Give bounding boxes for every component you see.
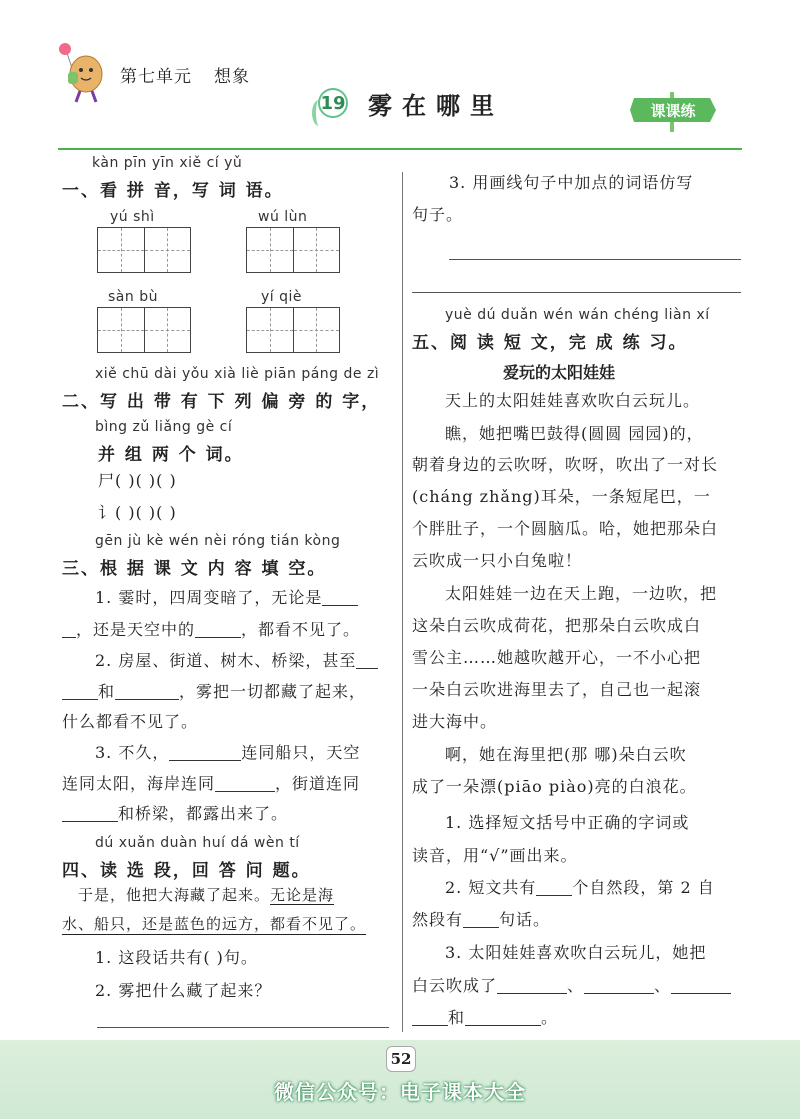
s5-q3-line2: 白云吹成了 、 、 — [412, 978, 731, 994]
s5-q1-line2: 读音，用“√”画出来。 — [412, 846, 578, 865]
sign-label: 课课练 — [650, 102, 696, 120]
blank[interactable] — [671, 978, 731, 994]
s3-q2-line2: 和 ，雾把一切都藏了起来， — [62, 684, 366, 700]
blank[interactable] — [356, 653, 378, 669]
story-line: 个胖肚子，一个圆脑瓜。哈，她把那朵白 — [412, 519, 719, 538]
s3-q1-line2: ，还是天空中的 ，都看不见了。 — [62, 622, 360, 638]
s5-q1-line1: 1. 选择短文括号中正确的字词或 — [445, 813, 690, 832]
sign-icon — [630, 92, 716, 132]
blank[interactable] — [322, 590, 358, 606]
story-line: 一朵白云吹进海里去了，自己也一起滚 — [412, 680, 702, 699]
s2-title1: 二、写 出 带 有 下 列 偏 旁 的 字， — [62, 392, 381, 412]
s3-q2-line1: 2. 房屋、街道、树木、桥梁，甚至 — [95, 653, 378, 669]
story-line: 天上的太阳娃娃喜欢吹白云玩儿。 — [445, 391, 701, 410]
s5-pinyin: yuè dú duǎn wén wán chéng liàn xí — [445, 307, 710, 323]
story-line: 瞧，她把嘴巴鼓得(圆圆 园园)的， — [445, 424, 704, 443]
s3-q3-line2: 连同太阳，海岸连同 ，街道连同 — [62, 774, 361, 793]
story-line: 成了一朵漂(piāo piào)亮的白浪花。 — [412, 777, 697, 796]
story-line: 进大海中。 — [412, 712, 498, 731]
blank[interactable] — [195, 622, 241, 638]
s5-title: 五、阅 读 短 文，完 成 练 习。 — [412, 333, 688, 353]
s2-row1: 尸( )( )( ) — [98, 471, 177, 490]
blank[interactable] — [536, 880, 572, 896]
blank[interactable] — [115, 684, 179, 700]
story-line: 朝着身边的云吹呀，吹呀，吹出了一对长 — [412, 455, 719, 474]
blank[interactable] — [412, 1010, 448, 1026]
answer-line[interactable] — [97, 1027, 389, 1028]
blank[interactable] — [62, 806, 118, 822]
page-number: 52 — [386, 1046, 416, 1072]
s2-pinyin1: xiě chū dài yǒu xià liè piān páng de zì — [95, 366, 380, 382]
s1-item4-boxes[interactable] — [246, 307, 340, 353]
blank[interactable] — [465, 1010, 541, 1026]
s1-item1-pinyin: yú shì — [110, 209, 155, 225]
s1-item4-pinyin: yí qiè — [261, 289, 303, 305]
s1-pinyin: kàn pīn yīn xiě cí yǔ — [92, 155, 243, 171]
s3-title: 三、根 据 课 文 内 容 填 空。 — [62, 559, 327, 579]
s1-title: 一、看 拼 音，写 词 语。 — [62, 181, 284, 201]
header-divider — [58, 148, 742, 150]
s3-q2-line3: 什么都看不见了。 — [62, 712, 199, 731]
s1-item1-boxes[interactable] — [97, 227, 191, 273]
s1-item3-pinyin: sàn bù — [108, 289, 158, 305]
story-line: 云吹成一只小白兔啦！ — [412, 551, 583, 570]
s3-q3-line1: 3. 不久， 连同船只，天空 — [95, 743, 361, 762]
s2-row2: 讠( )( )( ) — [98, 503, 177, 522]
blank[interactable] — [62, 684, 98, 700]
story-line: 太阳娃娃一边在天上跑，一边吹，把 — [445, 584, 718, 603]
s2-title2: 并 组 两 个 词。 — [98, 445, 244, 465]
s5-q2-line2: 然段有 句话。 — [412, 910, 551, 929]
s2-pinyin2: bìng zǔ liǎng gè cí — [95, 419, 233, 435]
answer-line[interactable] — [412, 292, 741, 293]
s5-q3-line1: 3. 太阳娃娃喜欢吹白云玩儿，她把 — [445, 943, 707, 962]
column-divider — [402, 172, 403, 1032]
story-line: (cháng zhǎng)耳朵，一条短尾巴，一 — [412, 487, 711, 506]
story-line: 雪公主……她越吹越开心，一不小心把 — [412, 648, 702, 667]
story-title: 爱玩的太阳娃娃 — [503, 363, 616, 382]
lesson-number: 19 — [318, 88, 348, 118]
s5-q2-line1: 2. 短文共有 个自然段，第 2 自 — [445, 878, 715, 897]
blank[interactable] — [215, 776, 275, 792]
s4-q3-line1: 3. 用画线句子中加点的词语仿写 — [449, 173, 694, 192]
unit-label: 第七单元 想象 — [120, 67, 250, 87]
story-line: 啊，她在海里把(那 哪)朵白云吹 — [445, 745, 687, 764]
mascot-icon — [56, 42, 108, 104]
blank[interactable] — [62, 622, 76, 638]
s4-passage-line1: 于是，他把大海藏了起来。无论是海 — [78, 886, 335, 904]
story-line: 这朵白云吹成荷花，把那朵白云吹成白 — [412, 616, 702, 635]
s1-item2-boxes[interactable] — [246, 227, 340, 273]
blank[interactable] — [169, 745, 241, 761]
s3-q1-line1: 1. 霎时，四周变暗了，无论是 — [95, 590, 358, 606]
footer-watermark: 微信公众号：电子课本大全 — [274, 1080, 526, 1104]
answer-line[interactable] — [449, 259, 741, 260]
s1-item3-boxes[interactable] — [97, 307, 191, 353]
s4-title: 四、读 选 段，回 答 问 题。 — [62, 861, 311, 881]
s4-q2: 2. 雾把什么藏了起来？ — [95, 981, 272, 1000]
s3-pinyin: gēn jù kè wén nèi róng tián kòng — [95, 533, 341, 549]
blank[interactable] — [584, 978, 654, 994]
blank[interactable] — [497, 978, 567, 994]
s4-q3-line2: 句子。 — [412, 205, 464, 224]
blank[interactable] — [463, 912, 499, 928]
s4-passage-line2: 水、船只，还是蓝色的远方，都看不见了。 — [62, 915, 367, 933]
s3-q3-line3: 和桥梁，都露出来了。 — [62, 806, 288, 822]
lesson-title: 雾在哪里 — [368, 91, 504, 120]
s4-pinyin: dú xuǎn duàn huí dá wèn tí — [95, 835, 300, 851]
s4-q1: 1. 这段话共有( )句。 — [95, 948, 258, 967]
s5-q3-line3: 和 。 — [412, 1010, 558, 1026]
s1-item2-pinyin: wú lùn — [258, 209, 308, 225]
